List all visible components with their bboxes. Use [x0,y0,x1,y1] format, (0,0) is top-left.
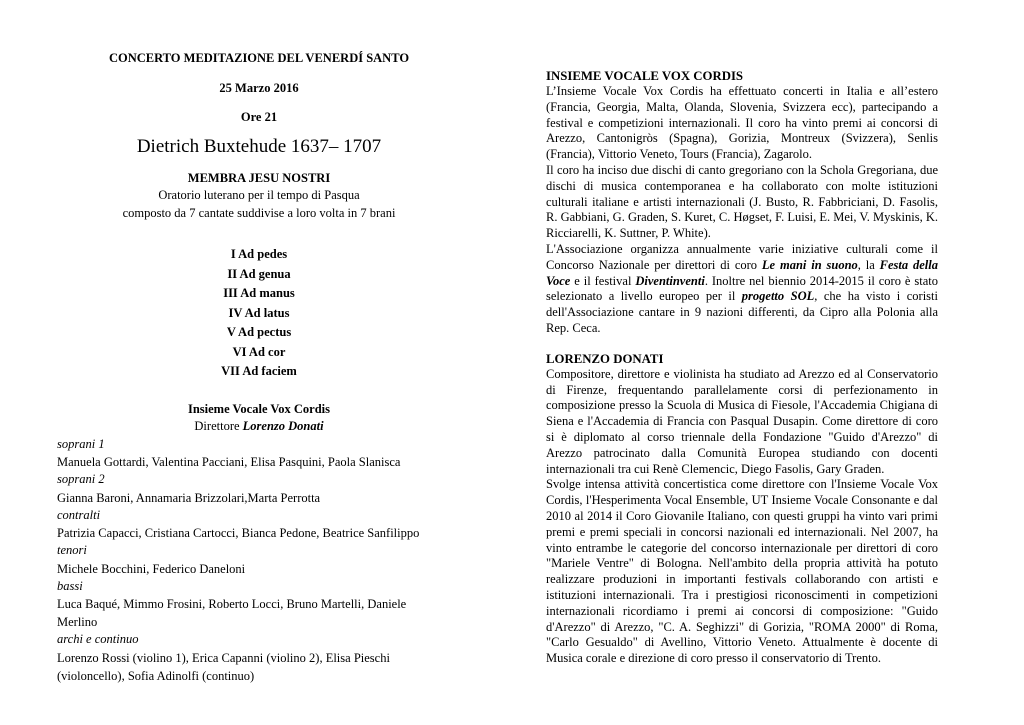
movement-list [57,245,461,382]
section-role: tenori [57,543,87,557]
movement-item: II Ad genua [227,266,291,281]
director-line [57,418,461,436]
section-role: soprani 2 [57,472,105,486]
concert-date: 25 Marzo 2016 [219,80,299,95]
work-description: composto da 7 cantate suddivise a loro volta in 7 brani [122,205,396,220]
vox-cordis-paragraph: L’Insieme Vocale Vox Cordis ha effettuato concerti in Italia e all’estero (Francia, Georgia, Malta, Olanda, Slovenia, Svizzera ecc), partecipando a festival e competizioni internazionali. Il coro ha vinto premi ai concorsi di Arezzo, Cantonigròs (Spagna), Gorizia, Montreux (Svizzera), Senlis (Francia), Vittorio Veneto, Tours (Francia), Zagarolo. [546,84,938,162]
vox-cordis-paragraph: Il coro ha inciso due dischi di canto gregoriano con la Schola Gregoriana, due dischi di musica contemporanea e ha collaborato con molte istituzioni culturali italiane e artisti internazionali (J. Busto, R. Fabbriciani, D. Fasolis, R. Gabbiani, G. Graden, S. Kuret, C. Høgset, F. Luisi, E. Mei, V. Myskinis, K. Ricciarelli, K. Suttner, P. White). [546,162,938,241]
text-run: , la [857,257,880,272]
performer-list [57,436,461,685]
section-names: Lorenzo Rossi (violino 1), Erica Capanni (violino 2), Elisa Pieschi [57,650,390,665]
vox-cordis-heading: INSIEME VOCALE VOX CORDIS [546,69,744,83]
section-role: bassi [57,578,83,593]
section-names: Patrizia Capacci, Cristiana Cartocci, Bianca Pedone, Beatrice Sanfilippo [57,526,420,540]
ensemble-name: Insieme Vocale Vox Cordis [187,401,331,416]
concert-time: Ore 21 [240,110,278,124]
section-names: Merlino [57,615,98,629]
composer: Dietrich Buxtehude 1637– 1707 [136,135,382,157]
donati-paragraph: Compositore, direttore e violinista ha studiato ad Arezzo ed al Conservatorio di Firenze, frequentando parallelamente corsi di perfezionamento in composizione presso la Scuola di Musica di Fiesole, l'Accademia Chigiana di Siena e l'Accademia di Francia con Pasqual Dusapin. Come direttore di coro si è diplomato al corso triennale della Fondazione "Guido d'Arezzo" di Arezzo patrocinato dalla Comunità Europea studiando con docenti internazionali tra cui Renè Clemencic, Diego Fasolis, Gary Graden. [546,366,938,476]
section-names: Luca Baqué, Mimmo Frosini, Roberto Locci, Bruno Martelli, Daniele [57,597,407,611]
event-name: Festa della Voce [546,257,939,288]
movement-item: I Ad pedes [230,247,288,261]
donati-heading: LORENZO DONATI [546,351,664,366]
movement-item: IV Ad latus [228,305,290,320]
event-name: Diventinventi [635,273,705,288]
section-names: Gianna Baroni, Annamaria Brizzolari,Marta Perrotta [57,490,321,505]
movement-item: VII Ad faciem [221,364,297,378]
section-role: contralti [57,507,101,522]
text-run: L'Associazione organizza annualmente varie iniziative culturali come il Concorso Nazionale per direttori di coro [546,241,938,272]
program-column [57,50,461,685]
project-name: progetto SOL [741,289,815,304]
director-name: Lorenzo Donati [242,419,324,433]
section-names: (violoncello), Sofia Adinolfi (continuo) [57,668,255,683]
section-names: Manuela Gottardi, Valentina Pacciani, Elisa Pasquini, Paola Slanisca [57,455,401,469]
work-subtitle: Oratorio luterano per il tempo di Pasqua [158,188,360,202]
section-names: Michele Bocchini, Federico Daneloni [57,561,246,576]
text-run: . Inoltre nel biennio 2014-2015 il coro è stato selezionato a livello europeo per il [546,273,938,304]
donati-paragraph: Svolge intensa attività concertistica come direttore con l'Insieme Vocale Vox Cordis, l'Hesperimenta Vocal Ensemble, UT Insieme Vocale Consonante e dal 2010 al 2014 il Coro Giovanile Italiano, con questi gruppi ha vinto vari primi premi e premi speciali in concorsi nazionali ed internazionali. Nel 2007, ha vinto entrambe le categorie del concorso internazionale per direttori di coro "Mariele Ventre" di Bologna. Nell'ambito della propria attività ha potuto realizzare produzioni in importanti festivals collaborando con artisti e istituzioni internazionali. Tra i prestigiosi riconoscimenti in competizioni internazionali ricordiamo i premi ai concorsi di composizione: "Guido d'Arezzo" di Arezzo, "C. A. Seghizzi" di Gorizia, "ROMA 2000" di Roma, "Carlo Gesualdo" di Avellino, Vittorio Veneto. Attualmente è docente di Musica corale e direzione di coro presso il conservatorio di Trento. [546,477,938,666]
section-role: soprani 1 [57,436,105,451]
movement-item: V Ad pectus [226,325,292,339]
movement-item: III Ad manus [223,286,295,300]
event-name: Le mani in suono [761,257,858,272]
biography-column [546,68,938,667]
work-title: MEMBRA JESU NOSTRI [187,170,331,185]
director-label: Direttore [194,419,240,433]
text-run: , che ha visto i coristi dell'Associazione cantare in 9 nazioni differenti, da Cipro alla Polonia alla Rep. Ceca. [546,289,938,335]
vox-cordis-paragraph [546,242,938,337]
concert-title: CONCERTO MEDITAZIONE DEL VENERDÍ SANTO [108,51,410,65]
movement-item: VI Ad cor [232,344,286,359]
section-role: archi e continuo [57,632,139,646]
text-run: e il festival [570,273,636,288]
